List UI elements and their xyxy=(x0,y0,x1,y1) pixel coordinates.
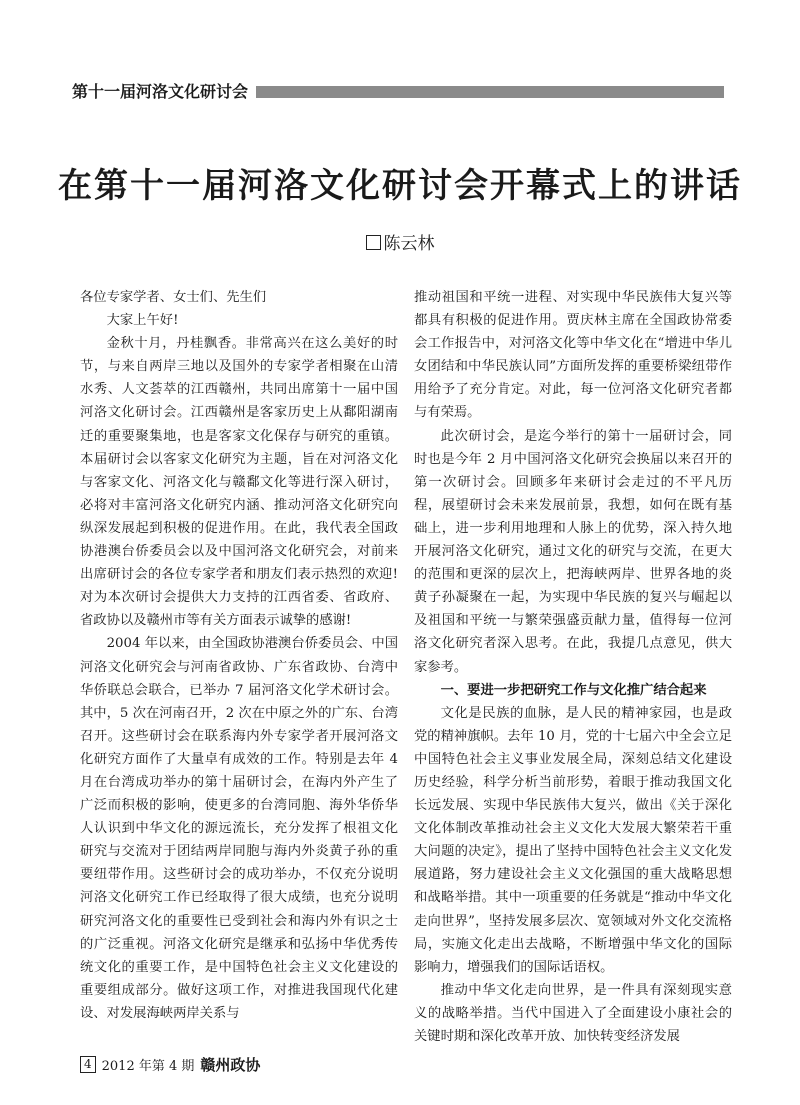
journal-name: 赣州政协 xyxy=(200,1056,261,1074)
running-header xyxy=(72,82,724,102)
article-title: 在第十一届河洛文化研讨会开幕式上的讲话 xyxy=(58,166,742,206)
author-name: 陈云林 xyxy=(383,234,435,254)
paragraph: 文化是民族的血脉，是人民的精神家园，也是政党的精神旗帜。去年 10 月，党的十七届六中全会立足中国特色社会主义事业发展全局，深刻总结文化建设历史经验，科学分析当前形势，着眼于推动我国文化长远发展、实现中华民族伟大复兴，做出《关于深化文化体制改革推动社会主义文化大发展大繁荣若干重大问题的决定》，提出了坚持中国特色社会主义文化发展道路，努力建设社会主义文化强国的重大战略思想和战略举措。其中一项重要的任务就是“推动中华文化走向世界”，坚持发展多层次、宽领域对外文化交流格局，实施文化走出去战略，不断增强中华文化的国际影响力，增强我们的国际话语权。 xyxy=(414,705,732,975)
running-header-title: 第十一届河洛文化研讨会 xyxy=(72,82,256,102)
paragraph: 此次研讨会，是迄今举行的第十一届研讨会，同时也是今年 2 月中国河洛文化研究会换届以来召开的第一次研讨会。回顾多年来研讨会走过的不平凡历程，展望研讨会未来发展前景，我想，如何在既有基础上，进一步利用地理和人脉上的优势，深入持久地开展河洛文化研究，通过文化的研究与交流，在更大的范围和更深的层次上，把海峡两岸、世界各地的炎黄子孙凝聚在一起，为实现中华民族的复兴与崛起以及祖国和平统一与繁荣强盛贡献力量，值得每一位河洛文化研究者深入思考。在此，我提几点意见，供大家参考。 xyxy=(414,428,732,675)
author-line xyxy=(0,229,800,254)
page-number: 4 xyxy=(80,1056,96,1073)
left-column xyxy=(80,286,398,1025)
page-footer xyxy=(80,1054,260,1075)
paragraph: 金秋十月，丹桂飘香。非常高兴在这么美好的时节，与来自两岸三地以及国外的专家学者相聚在山清水秀、人文荟萃的江西赣州，共同出席第十一届中国河洛文化研讨会。江西赣州是客家历史上从鄱阳湖南迁的重要聚集地，也是客家文化保存与研究的重镇。本届研讨会以客家文化研究为主题，旨在对河洛文化与客家文化、河洛文化与赣鄱文化等进行深入研讨，必将对丰富河洛文化研究内涵、推动河洛文化研究向纵深发展起到积极的促进作用。在此，我代表全国政协港澳台侨委员会以及中国河洛文化研究会，对前来出席研讨会的各位专家学者和朋友们表示热烈的欢迎! 对为本次研讨会提供大力支持的江西省委、省政府、省政协以及赣州市等有关方面表示诚挚的感谢! xyxy=(80,336,398,629)
header-rule xyxy=(250,86,724,98)
issue-label: 2012 年第 4 期 xyxy=(101,1059,195,1074)
paragraph: 各位专家学者、女士们、先生们 xyxy=(80,290,267,305)
paragraph: 2004 年以来，由全国政协港澳台侨委员会、中国河洛文化研究会与河南省政协、广东省政协、台湾中华侨联总会联合，已举办 7 届河洛文化学术研讨会。其中，5 次在河南召开，2 次在中原之外的广东、台湾召开。这些研讨会在联系海内外专家学者开展河洛文化研究方面作了大量卓有成效的工作。特别是去年 4 月在台湾成功举办的第十届研讨会，在海内外产生了广泛而积极的影响，使更多的台湾同胞、海外华侨华人认识到中华文化的源远流长，充分发挥了根祖文化研究与交流对于团结两岸同胞与海内外炎黄子孙的重要纽带作用。这些研讨会的成功举办，不仅充分说明河洛文化研究工作已经取得了很大成绩，也充分说明研究河洛文化的重要性已受到社会和海内外有识之士的广泛重视。河洛文化研究是继承和弘扬中华优秀传统文化的重要工作，是中国特色社会主义文化建设的重要组成部分。做好这项工作，对推进我国现代化建设、对发展海峡两岸关系与 xyxy=(80,636,398,1021)
section-heading: 一、要进一步把研究工作与文化推广结合起来 xyxy=(440,682,707,698)
author-box-icon xyxy=(366,235,381,250)
paragraph: 推动祖国和平统一进程、对实现中华民族伟大复兴等都具有积极的促进作用。贾庆林主席在全国政协常委会工作报告中，对河洛文化等中华文化在“增进中华儿女团结和中华民族认同”方面所发挥的重要桥梁纽带作用给予了充分肯定。对此，每一位河洛文化研究者都与有荣焉。 xyxy=(414,290,732,421)
paragraph: 大家上午好! xyxy=(106,313,179,329)
paragraph: 推动中华文化走向世界，是一件具有深刻现实意义的战略举措。当代中国进入了全面建设小康社会的关键时期和深化改革开放、加快转变经济发展 xyxy=(414,982,732,1044)
right-column xyxy=(414,286,732,1048)
